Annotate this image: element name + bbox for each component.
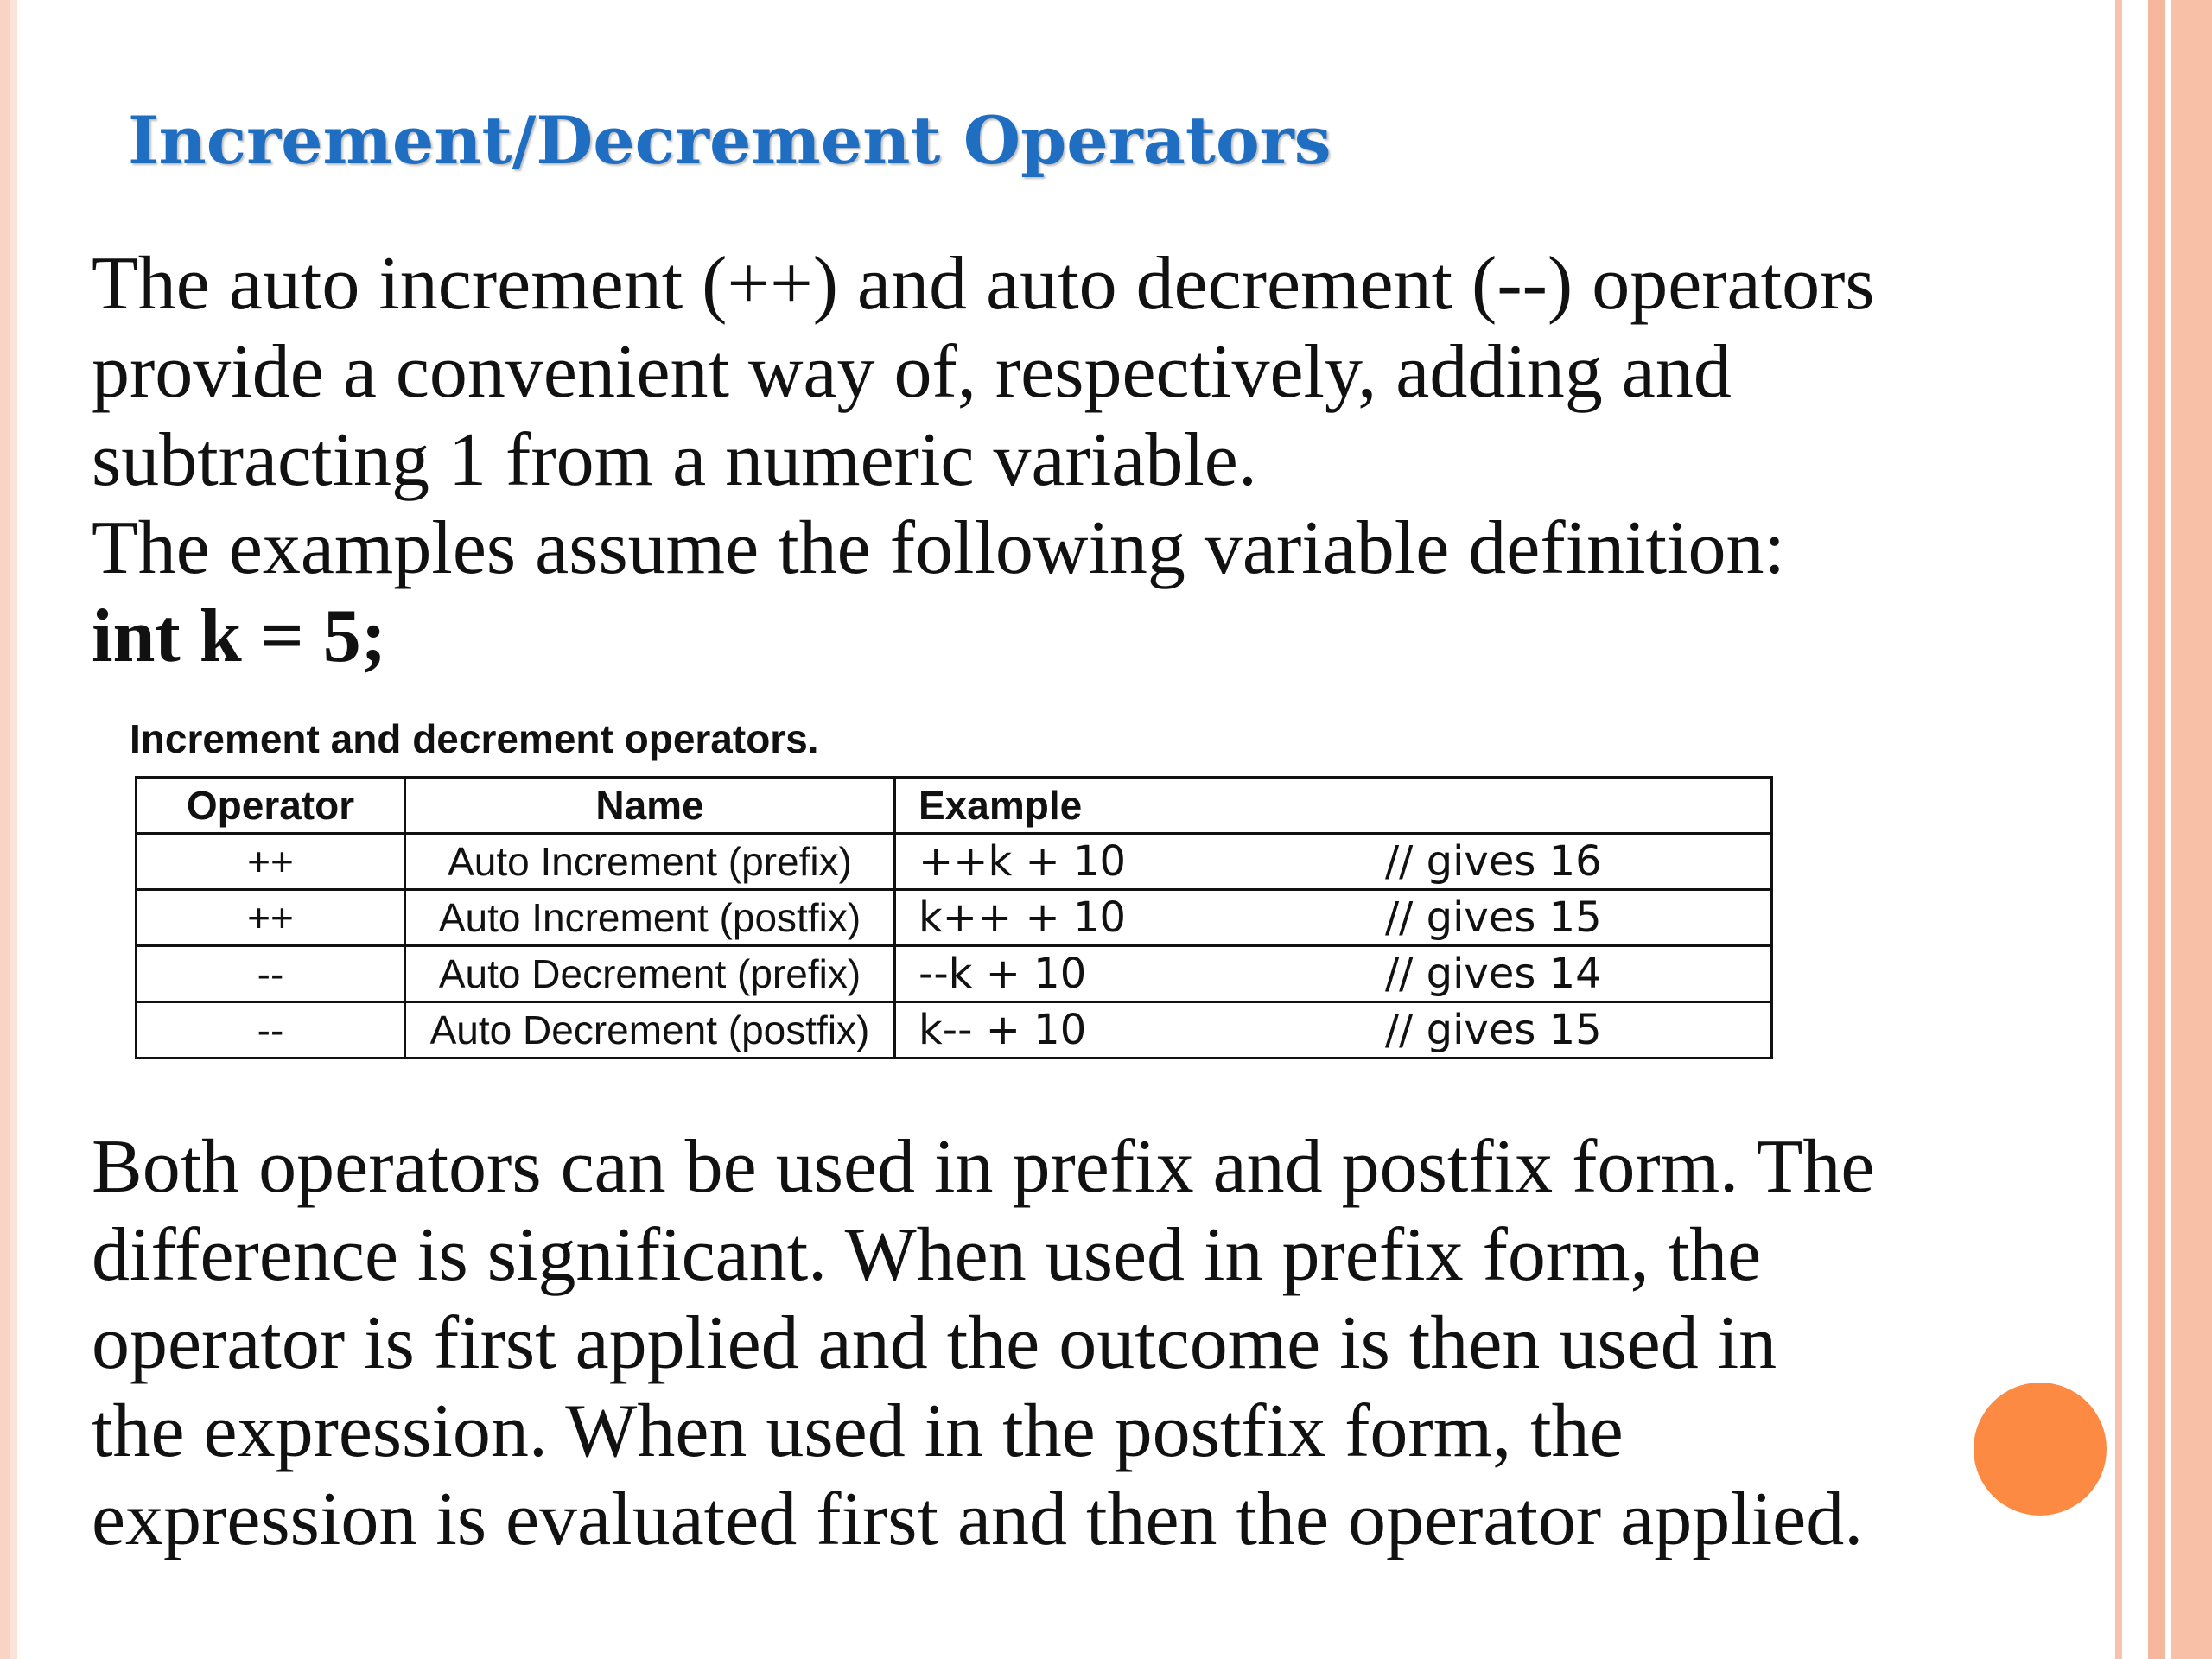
table-caption: Increment and decrement operators. — [130, 716, 819, 761]
example-expression: k++ + 10 — [918, 893, 1127, 942]
closing-line: operator is first applied and the outcome is then used in — [92, 1301, 1777, 1385]
right-border-bar — [2115, 0, 2122, 1659]
cell-operator: ++ — [137, 834, 405, 890]
example-comment: // gives 15 — [1385, 893, 1602, 942]
intro-line: subtracting 1 from a numeric variable. — [92, 418, 1257, 502]
closing-paragraph — [92, 1123, 1874, 1564]
table-row — [137, 834, 1772, 890]
intro-line: The auto increment (++) and auto decrement (--) operators — [92, 242, 1875, 326]
example-expression: k-- + 10 — [918, 1006, 1087, 1054]
intro-line: The examples assume the following variable definition: — [92, 506, 1785, 590]
cell-name: Auto Increment (postfix) — [405, 890, 895, 946]
left-border-bar — [0, 0, 10, 1659]
intro-line: provide a convenient way of, respectively, adding and — [92, 330, 1732, 414]
cell-example — [895, 890, 1772, 946]
cell-example — [895, 1002, 1772, 1058]
example-expression: --k + 10 — [918, 950, 1087, 998]
cell-example — [895, 946, 1772, 1002]
cell-operator: ++ — [137, 890, 405, 946]
code-line: int k = 5; — [92, 594, 387, 678]
table-row — [137, 946, 1772, 1002]
cell-name: Auto Decrement (postfix) — [405, 1002, 895, 1058]
example-comment: // gives 14 — [1385, 950, 1602, 998]
header-operator: Operator — [137, 778, 405, 834]
closing-line: the expression. When used in the postfix form, the — [92, 1389, 1624, 1473]
cell-name: Auto Increment (prefix) — [405, 834, 895, 890]
cell-name: Auto Decrement (prefix) — [405, 946, 895, 1002]
right-border-bar — [2171, 0, 2212, 1659]
table-row — [137, 1002, 1772, 1058]
orange-circle-decoration — [1974, 1382, 2107, 1516]
header-example: Example — [895, 778, 1772, 834]
closing-line: expression is evaluated first and then the operator applied. — [92, 1478, 1864, 1561]
cell-operator: -- — [137, 1002, 405, 1058]
cell-example — [895, 834, 1772, 890]
cell-operator: -- — [137, 946, 405, 1002]
table-header-row — [137, 778, 1772, 834]
header-name: Name — [405, 778, 895, 834]
closing-line: Both operators can be used in prefix and postfix form. The — [92, 1125, 1875, 1209]
operators-table — [135, 776, 1773, 1059]
intro-paragraph — [92, 240, 1875, 681]
right-border-bar — [2148, 0, 2165, 1659]
table-row — [137, 890, 1772, 946]
right-border-gap — [2122, 0, 2148, 1659]
slide-title: Increment/Decrement Operators — [128, 102, 1332, 179]
example-expression: ++k + 10 — [918, 837, 1127, 886]
example-comment: // gives 15 — [1385, 1006, 1602, 1054]
closing-line: difference is significant. When used in prefix form, the — [92, 1213, 1762, 1297]
example-comment: // gives 16 — [1385, 837, 1602, 886]
left-border-bar-inner — [10, 0, 17, 1659]
